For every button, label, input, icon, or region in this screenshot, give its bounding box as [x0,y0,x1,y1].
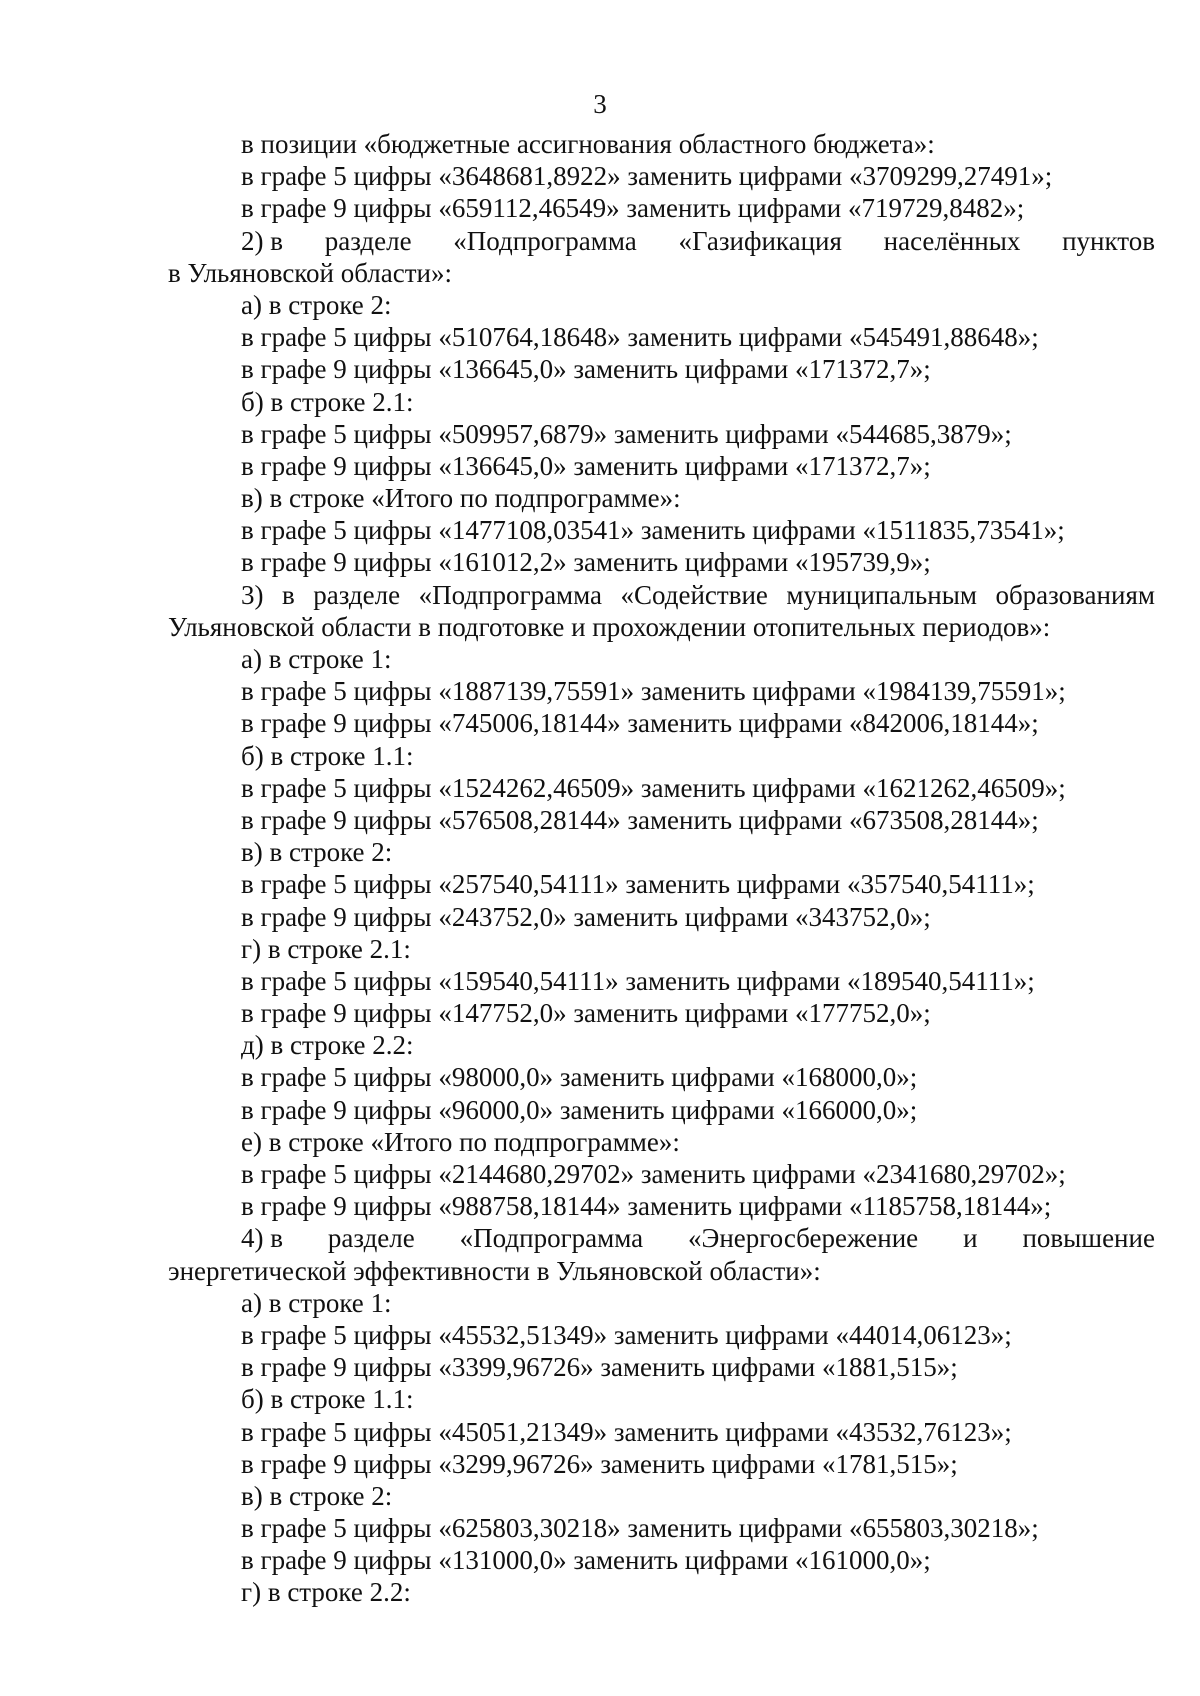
text-line: в графе 5 цифры «510764,18648» заменить цифрами «545491,88648»; [241,322,1039,353]
text-line: б) в строке 1.1: [241,740,414,771]
word: разделе [324,225,412,256]
text-line: в графе 9 цифры «136645,0» заменить цифрами «171372,7»; [241,450,931,481]
text-line: в графе 5 цифры «1524262,46509» заменить цифрами «1621262,46509»; [241,772,1066,803]
text-line: в графе 5 цифры «98000,0» заменить цифрами «168000,0»; [241,1062,918,1093]
justified-paragraph-line [168,579,1155,611]
word: разделе [327,1223,415,1254]
word: муниципальным [786,579,977,610]
text-line: в графе 5 цифры «509957,6879» заменить цифрами «544685,3879»; [241,418,1012,449]
word: 2) в [241,225,283,256]
text-line: в графе 5 цифры «257540,54111» заменить цифрами «357540,54111»; [241,869,1035,900]
text-line: в графе 9 цифры «243752,0» заменить цифрами «343752,0»; [241,901,931,932]
text-line: а) в строке 1: [241,1287,392,1318]
text-line: в графе 5 цифры «625803,30218» заменить цифрами «655803,30218»; [241,1513,1039,1544]
text-line: в графе 9 цифры «576508,28144» заменить цифрами «673508,28144»; [241,804,1039,835]
justified-paragraph-line [168,1222,1155,1254]
word: «Подпрограмма [453,225,637,256]
text-line: в графе 9 цифры «96000,0» заменить цифрами «166000,0»; [241,1094,918,1125]
justified-paragraph-line [168,225,1155,257]
word: 4) в [241,1223,283,1254]
text-line: в графе 9 цифры «745006,18144» заменить цифрами «842006,18144»; [241,708,1039,739]
word: в [282,579,295,610]
continuation-line: энергетической эффективности в Ульяновской области»: [168,1255,821,1286]
page-number: 3 [593,89,607,119]
text-line: в графе 5 цифры «2144680,29702» заменить цифрами «2341680,29702»; [241,1159,1066,1189]
word: «Подпрограмма [459,1223,644,1254]
text-line: в графе 5 цифры «1477108,03541» заменить цифрами «1511835,73541»; [241,515,1065,546]
text-line: в графе 5 цифры «159540,54111» заменить цифрами «189540,54111»; [241,965,1035,996]
text-line: в графе 9 цифры «659112,46549» заменить цифрами «719729,8482»; [241,193,1025,224]
text-line: б) в строке 2.1: [241,386,414,417]
text-line: в графе 9 цифры «131000,0» заменить цифрами «161000,0»; [241,1545,931,1576]
text-line: в графе 5 цифры «3648681,8922» заменить цифрами «3709299,27491»; [241,161,1053,192]
text-line: г) в строке 2.1: [241,933,411,964]
text-line: в) в строке «Итого по подпрограмме»: [241,483,681,514]
text-line: б) в строке 1.1: [241,1384,414,1415]
word: «Содействие [620,579,768,610]
text-line: е) в строке «Итого по подпрограмме»: [241,1126,680,1157]
document-body [168,128,1155,1609]
text-line: в графе 9 цифры «161012,2» заменить цифрами «195739,9»; [241,547,931,578]
word: повышение [1022,1223,1155,1254]
text-line: в графе 9 цифры «988758,18144» заменить цифрами «1185758,18144»; [241,1191,1052,1222]
text-line: в графе 9 цифры «3299,96726» заменить цифрами «1781,515»; [241,1448,958,1479]
text-line: г) в строке 2.2: [241,1577,411,1608]
word: «Газификация [678,225,842,256]
word: образованиям [995,579,1155,610]
text-line: в) в строке 2: [241,1480,393,1511]
text-line: в графе 5 цифры «45532,51349» заменить цифрами «44014,06123»; [241,1319,1012,1350]
text-line: в графе 9 цифры «136645,0» заменить цифрами «171372,7»; [241,354,931,385]
word: 3) [241,579,264,610]
word: «Энергосбережение [688,1223,919,1254]
text-line: в графе 5 цифры «45051,21349» заменить цифрами «43532,76123»; [241,1416,1012,1447]
word: пунктов [1062,225,1155,256]
continuation-line: в Ульяновской области»: [168,257,453,288]
text-line: в графе 9 цифры «3399,96726» заменить цифрами «1881,515»; [241,1352,958,1383]
continuation-line: Ульяновской области в подготовке и прохождении отопительных периодов»: [168,611,1051,642]
text-line: в графе 5 цифры «1887139,75591» заменить цифрами «1984139,75591»; [241,676,1066,707]
text-line: а) в строке 2: [241,289,392,320]
text-line: а) в строке 1: [241,644,392,674]
text-line: д) в строке 2.2: [241,1030,414,1061]
text-line: в позиции «бюджетные ассигнования областного бюджета»: [241,129,935,159]
text-line: в графе 9 цифры «147752,0» заменить цифрами «177752,0»; [241,998,931,1029]
word: «Подпрограмма [418,579,603,610]
word: разделе [313,579,401,610]
text-line: в) в строке 2: [241,837,393,868]
word: и [963,1223,978,1254]
word: населённых [883,225,1021,256]
